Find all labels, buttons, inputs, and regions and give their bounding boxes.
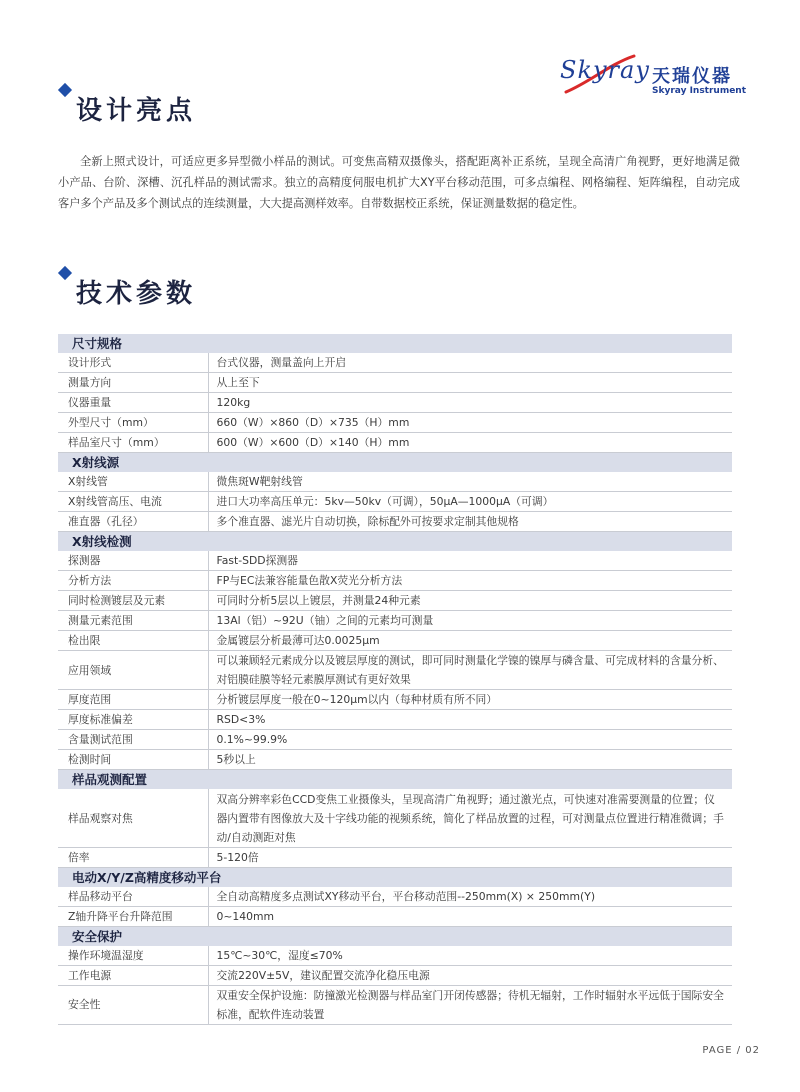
spec-key: 外型尺寸（mm） bbox=[58, 413, 208, 433]
section-title-specs: 技术参数 bbox=[76, 279, 197, 309]
spec-row bbox=[58, 591, 732, 611]
spec-value: 0.1%~99.9% bbox=[208, 730, 732, 750]
spec-row bbox=[58, 512, 732, 532]
spec-value: 微焦斑W靶射线管 bbox=[208, 472, 732, 492]
spec-key: 测量元素范围 bbox=[58, 611, 208, 631]
spec-row bbox=[58, 433, 732, 453]
spec-row bbox=[58, 611, 732, 631]
spec-value: 全自动高精度多点测试XY移动平台，平台移动范围--250mm(X) × 250mm(Y) bbox=[208, 887, 732, 907]
spec-key: 应用领域 bbox=[58, 651, 208, 690]
spec-value: 从上至下 bbox=[208, 373, 732, 393]
spec-value: 660（W）×860（D）×735（H）mm bbox=[208, 413, 732, 433]
intro-paragraph: 全新上照式设计，可适应更多异型微小样品的测试。可变焦高精双摄像头，搭配距离补正系统，呈现全高清广角视野，更好地满足微小产品、台阶、深槽、沉孔样品的测试需求。独立的高精度伺服电机扩大XY平台移动范围，可多点编程、网格编程、矩阵编程，自动完成客户多个产品及多个测试点的连续测量，大大提高测样效率。自带数据校正系统，保证测量数据的稳定性。 bbox=[58, 155, 740, 210]
spec-key: X射线管高压、电流 bbox=[58, 492, 208, 512]
spec-key: 检测时间 bbox=[58, 750, 208, 770]
spec-row bbox=[58, 492, 732, 512]
spec-value: 多个准直器、滤光片自动切换，除标配外可按要求定制其他规格 bbox=[208, 512, 732, 532]
spec-row bbox=[58, 551, 732, 571]
spec-key: 检出限 bbox=[58, 631, 208, 651]
spec-row bbox=[58, 373, 732, 393]
spec-value: 金属镀层分析最薄可达0.0025μm bbox=[208, 631, 732, 651]
spec-key: 同时检测镀层及元素 bbox=[58, 591, 208, 611]
spec-row bbox=[58, 730, 732, 750]
spec-value: 600（W）×600（D）×140（H）mm bbox=[208, 433, 732, 453]
section-diamond-icon bbox=[58, 266, 72, 280]
spec-value: 双重安全保护设施：防撞激光检测器与样品室门开闭传感器；待机无辐射，工作时辐射水平远低于国际安全标准，配软件连动装置 bbox=[208, 985, 732, 1024]
spec-value: RSD<3% bbox=[208, 710, 732, 730]
spec-key: 工作电源 bbox=[58, 965, 208, 985]
spec-row bbox=[58, 710, 732, 730]
spec-row bbox=[58, 847, 732, 867]
spec-key: 安全性 bbox=[58, 985, 208, 1024]
spec-category-label: X射线源 bbox=[58, 453, 732, 473]
spec-category-row bbox=[58, 770, 732, 790]
section-diamond-icon bbox=[58, 83, 72, 97]
spec-value: 分析镀层厚度一般在0~120μm以内（每种材质有所不同） bbox=[208, 690, 732, 710]
spec-key: 样品移动平台 bbox=[58, 887, 208, 907]
spec-category-row bbox=[58, 532, 732, 552]
spec-row bbox=[58, 906, 732, 926]
spec-row bbox=[58, 472, 732, 492]
spec-value: FP与EC法兼容能量色散X荧光分析方法 bbox=[208, 571, 732, 591]
spec-category-label: 安全保护 bbox=[58, 926, 732, 946]
spec-row bbox=[58, 887, 732, 907]
spec-category-label: 电动X/Y/Z高精度移动平台 bbox=[58, 867, 732, 887]
spec-value: 5-120倍 bbox=[208, 847, 732, 867]
spec-value: 0~140mm bbox=[208, 906, 732, 926]
spec-key: 仪器重量 bbox=[58, 393, 208, 413]
spec-key: 倍率 bbox=[58, 847, 208, 867]
logo-script-text: Skyray bbox=[560, 56, 650, 84]
spec-row bbox=[58, 393, 732, 413]
spec-key: 测量方向 bbox=[58, 373, 208, 393]
page-number: PAGE / 02 bbox=[702, 1045, 760, 1056]
spec-value: 双高分辨率彩色CCD变焦工业摄像头，呈现高清广角视野；通过激光点，可快速对准需要测量的位置；仪器内置带有图像放大及十字线功能的视频系统，简化了样品放置的过程，可对测量点位置进行精准微调；手动/自动测距对焦 bbox=[208, 789, 732, 847]
spec-row bbox=[58, 946, 732, 966]
spec-row bbox=[58, 965, 732, 985]
spec-key: 探测器 bbox=[58, 551, 208, 571]
spec-category-label: 样品观测配置 bbox=[58, 770, 732, 790]
spec-value: 可同时分析5层以上镀层，并测量24种元素 bbox=[208, 591, 732, 611]
logo-en-name: Skyray Instrument bbox=[652, 86, 747, 96]
spec-key: X射线管 bbox=[58, 472, 208, 492]
spec-key: 准直器（孔径） bbox=[58, 512, 208, 532]
spec-row bbox=[58, 750, 732, 770]
spec-category-label: X射线检测 bbox=[58, 532, 732, 552]
spec-key: 含量测试范围 bbox=[58, 730, 208, 750]
section-title-design: 设计亮点 bbox=[76, 96, 197, 126]
spec-category-row bbox=[58, 926, 732, 946]
spec-key: 厚度标准偏差 bbox=[58, 710, 208, 730]
logo-cn-name: 天瑞仪器 bbox=[652, 66, 732, 87]
spec-category-label: 尺寸规格 bbox=[58, 334, 732, 353]
spec-key: Z轴升降平台升降范围 bbox=[58, 906, 208, 926]
spec-row bbox=[58, 353, 732, 373]
spec-value: Fast-SDD探测器 bbox=[208, 551, 732, 571]
spec-row bbox=[58, 571, 732, 591]
spec-row bbox=[58, 631, 732, 651]
spec-value: 120kg bbox=[208, 393, 732, 413]
spec-key: 分析方法 bbox=[58, 571, 208, 591]
spec-row bbox=[58, 985, 732, 1024]
spec-row bbox=[58, 413, 732, 433]
spec-key: 厚度范围 bbox=[58, 690, 208, 710]
spec-key: 样品室尺寸（mm） bbox=[58, 433, 208, 453]
spec-table bbox=[58, 334, 732, 1025]
spec-key: 样品观察对焦 bbox=[58, 789, 208, 847]
spec-value: 15℃~30℃，湿度≤70% bbox=[208, 946, 732, 966]
spec-row bbox=[58, 789, 732, 847]
spec-category-row bbox=[58, 453, 732, 473]
spec-value: 进口大功率高压单元：5kv—50kv（可调），50μA—1000μA（可调） bbox=[208, 492, 732, 512]
spec-value: 13Al（铝）~92U（铀）之间的元素均可测量 bbox=[208, 611, 732, 631]
spec-value: 交流220V±5V，建议配置交流净化稳压电源 bbox=[208, 965, 732, 985]
spec-category-row bbox=[58, 867, 732, 887]
spec-value: 5秒以上 bbox=[208, 750, 732, 770]
spec-category-row bbox=[58, 334, 732, 353]
brand-logo bbox=[560, 52, 750, 102]
spec-value: 台式仪器，测量盖向上开启 bbox=[208, 353, 732, 373]
spec-value: 可以兼顾轻元素成分以及镀层厚度的测试，即可同时测量化学镍的镍厚与磷含量、可完成材料的含量分析、对铝膜硅膜等轻元素膜厚测试有更好效果 bbox=[208, 651, 732, 690]
spec-key: 操作环境温湿度 bbox=[58, 946, 208, 966]
spec-key: 设计形式 bbox=[58, 353, 208, 373]
spec-row bbox=[58, 651, 732, 690]
spec-row bbox=[58, 690, 732, 710]
